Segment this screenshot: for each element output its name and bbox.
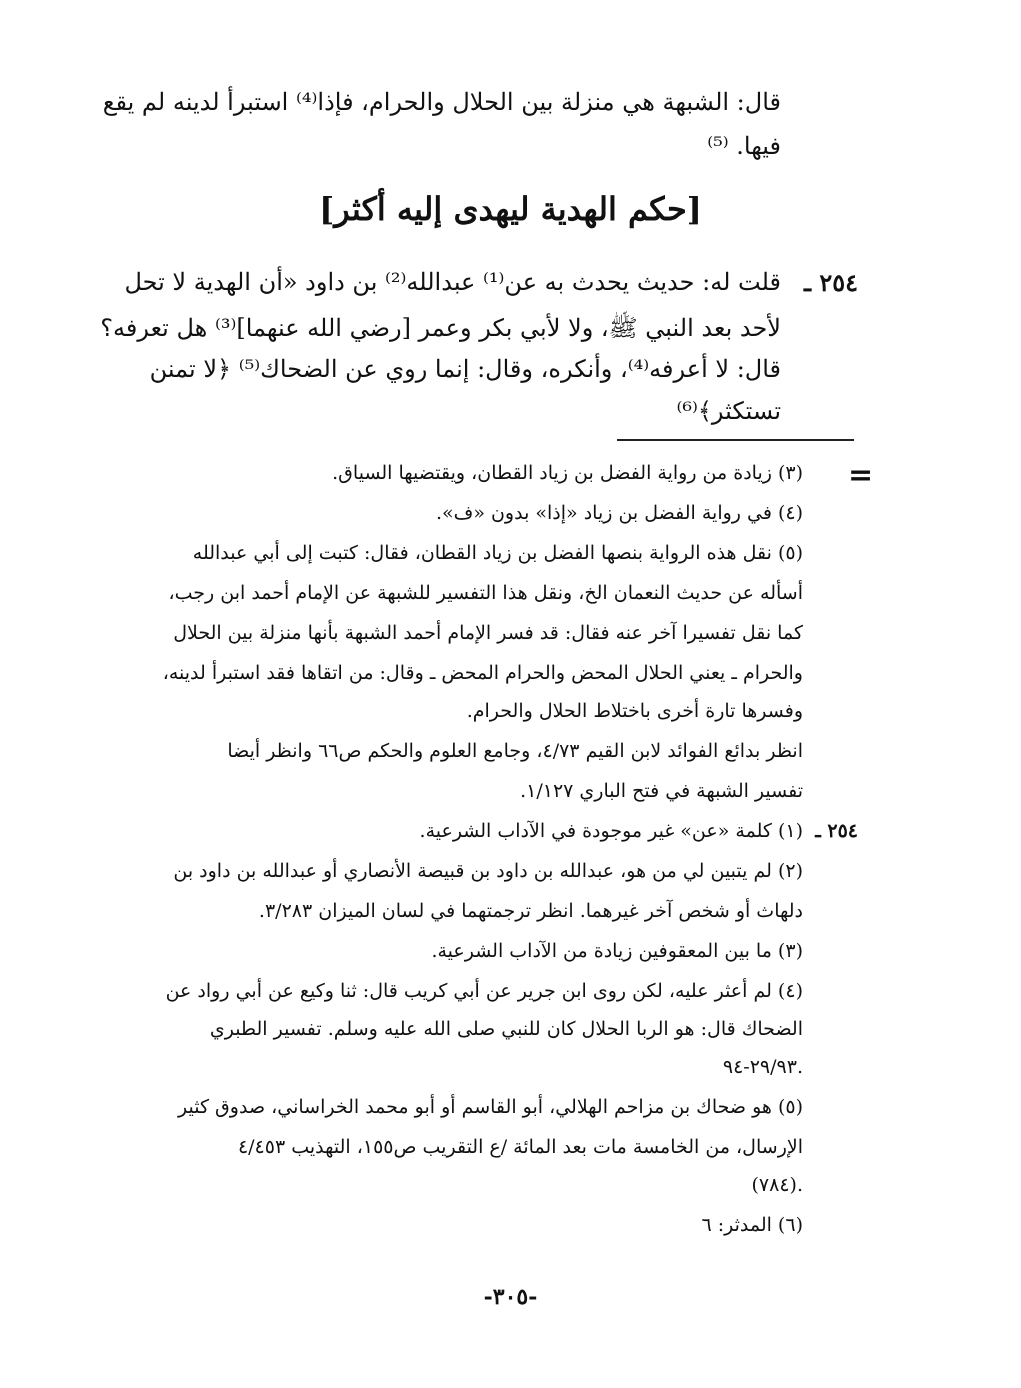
footnote-line: الإرسال، من الخامسة مات بعد المائة /ع التقريب ص١٥٥، التهذيب ٤/٤٥٣ — [237, 1136, 803, 1158]
footnote-line: (٢) لم يتبين لي من هو، عبدالله بن داود بن قبيصة الأنصاري أو عبدالله بن داود بن — [173, 860, 803, 882]
footnote-line: (٥) هو ضحاك بن مزاحم الهلالي، أبو القاسم أو أبو محمد الخراساني، صدوق كثير — [178, 1096, 803, 1118]
main-text-line-1: قال: الشبهة هي منزلة بين الحلال والحرام، فإذا⁽⁴⁾ استبرأ لدينه لم يقع — [102, 88, 781, 116]
footnote-line: (٣) ما بين المعقوفين زيادة من الآداب الشرعية. — [431, 940, 803, 962]
footnote-line: (٣) زيادة من رواية الفضل بن زياد القطان، ويقتضيها السياق. — [332, 462, 803, 484]
footnote-rule — [617, 439, 854, 441]
section-heading: [حكم الهدية ليهدى إليه أكثر] — [319, 190, 702, 228]
footnote-line: (٧٨٤). — [751, 1174, 803, 1196]
footnote-line: الضحاك قال: هو الربا الحلال كان للنبي صلى الله عليه وسلم. تفسير الطبري — [209, 1018, 803, 1040]
continuation-mark: = — [848, 458, 874, 493]
footnote-line: كما نقل تفسيرا آخر عنه فقال: قد فسر الإمام أحمد الشبهة بأنها منزلة بين الحلال — [173, 622, 803, 644]
footnote-line: ٢٩/٩٣-٩٤. — [722, 1056, 803, 1078]
entry-line-4: تستكثر﴾⁽⁶⁾ — [676, 397, 781, 425]
footnote-line: دلهاث أو شخص آخر غيرهما. انظر ترجمتهما في لسان الميزان ٣/٢٨٣. — [258, 900, 803, 922]
footnote-line: وفسرها تارة أخرى باختلاط الحلال والحرام. — [466, 700, 803, 722]
footnote-line: أسأله عن حديث النعمان الخ، ونقل هذا التفسير للشبهة عن الإمام أحمد ابن رجب، — [168, 582, 803, 604]
entry-line-1: قلت له: حديث يحدث به عن⁽¹⁾ عبدالله⁽²⁾ بن داود «أن الهدية لا تحل — [124, 268, 781, 296]
footnote-line: انظر بدائع الفوائد لابن القيم ٤/٧٣، وجامع العلوم والحكم ص٦٦ وانظر أيضا — [227, 740, 803, 762]
footnote-line: (٦) المدثر: ٦ — [701, 1214, 803, 1236]
footnote-line: (١) كلمة «عن» غير موجودة في الآداب الشرعية. — [419, 820, 803, 842]
footnote-line: تفسير الشبهة في فتح الباري ١/١٢٧. — [520, 780, 803, 802]
page-number: -٣٠٥- — [483, 1284, 538, 1310]
entry-line-2: لأحد بعد النبي ﷺ، ولا لأبي بكر وعمر [رضي الله عنهما]⁽³⁾ هل تعرفه؟ — [100, 314, 781, 342]
footnote-line: والحرام ـ يعني الحلال المحض والحرام المحض ـ وقال: من اتقاها فقد استبرأ لدينه، — [162, 662, 803, 684]
main-text-line-2: فيها. ⁽⁵⁾ — [707, 132, 781, 160]
footnote-line: (٤) لم أعثر عليه، لكن روى ابن جرير عن أبي كريب قال: ثنا وكيع عن أبي رواد عن — [165, 980, 803, 1002]
entry-number: ٢٥٤ ـ — [803, 268, 858, 297]
footnote-line: (٤) في رواية الفضل بن زياد «إذا» بدون «ف». — [435, 502, 803, 524]
footnote-entry-number: ٢٥٤ ـ — [815, 820, 858, 842]
entry-line-3: قال: لا أعرفه⁽⁴⁾، وأنكره، وقال: إنما روي عن الضحاك⁽⁵⁾ ﴿لا تمنن — [149, 355, 781, 383]
footnote-line: (٥) نقل هذه الرواية بنصها الفضل بن زياد القطان، فقال: كتبت إلى أبي عبدالله — [192, 542, 803, 564]
